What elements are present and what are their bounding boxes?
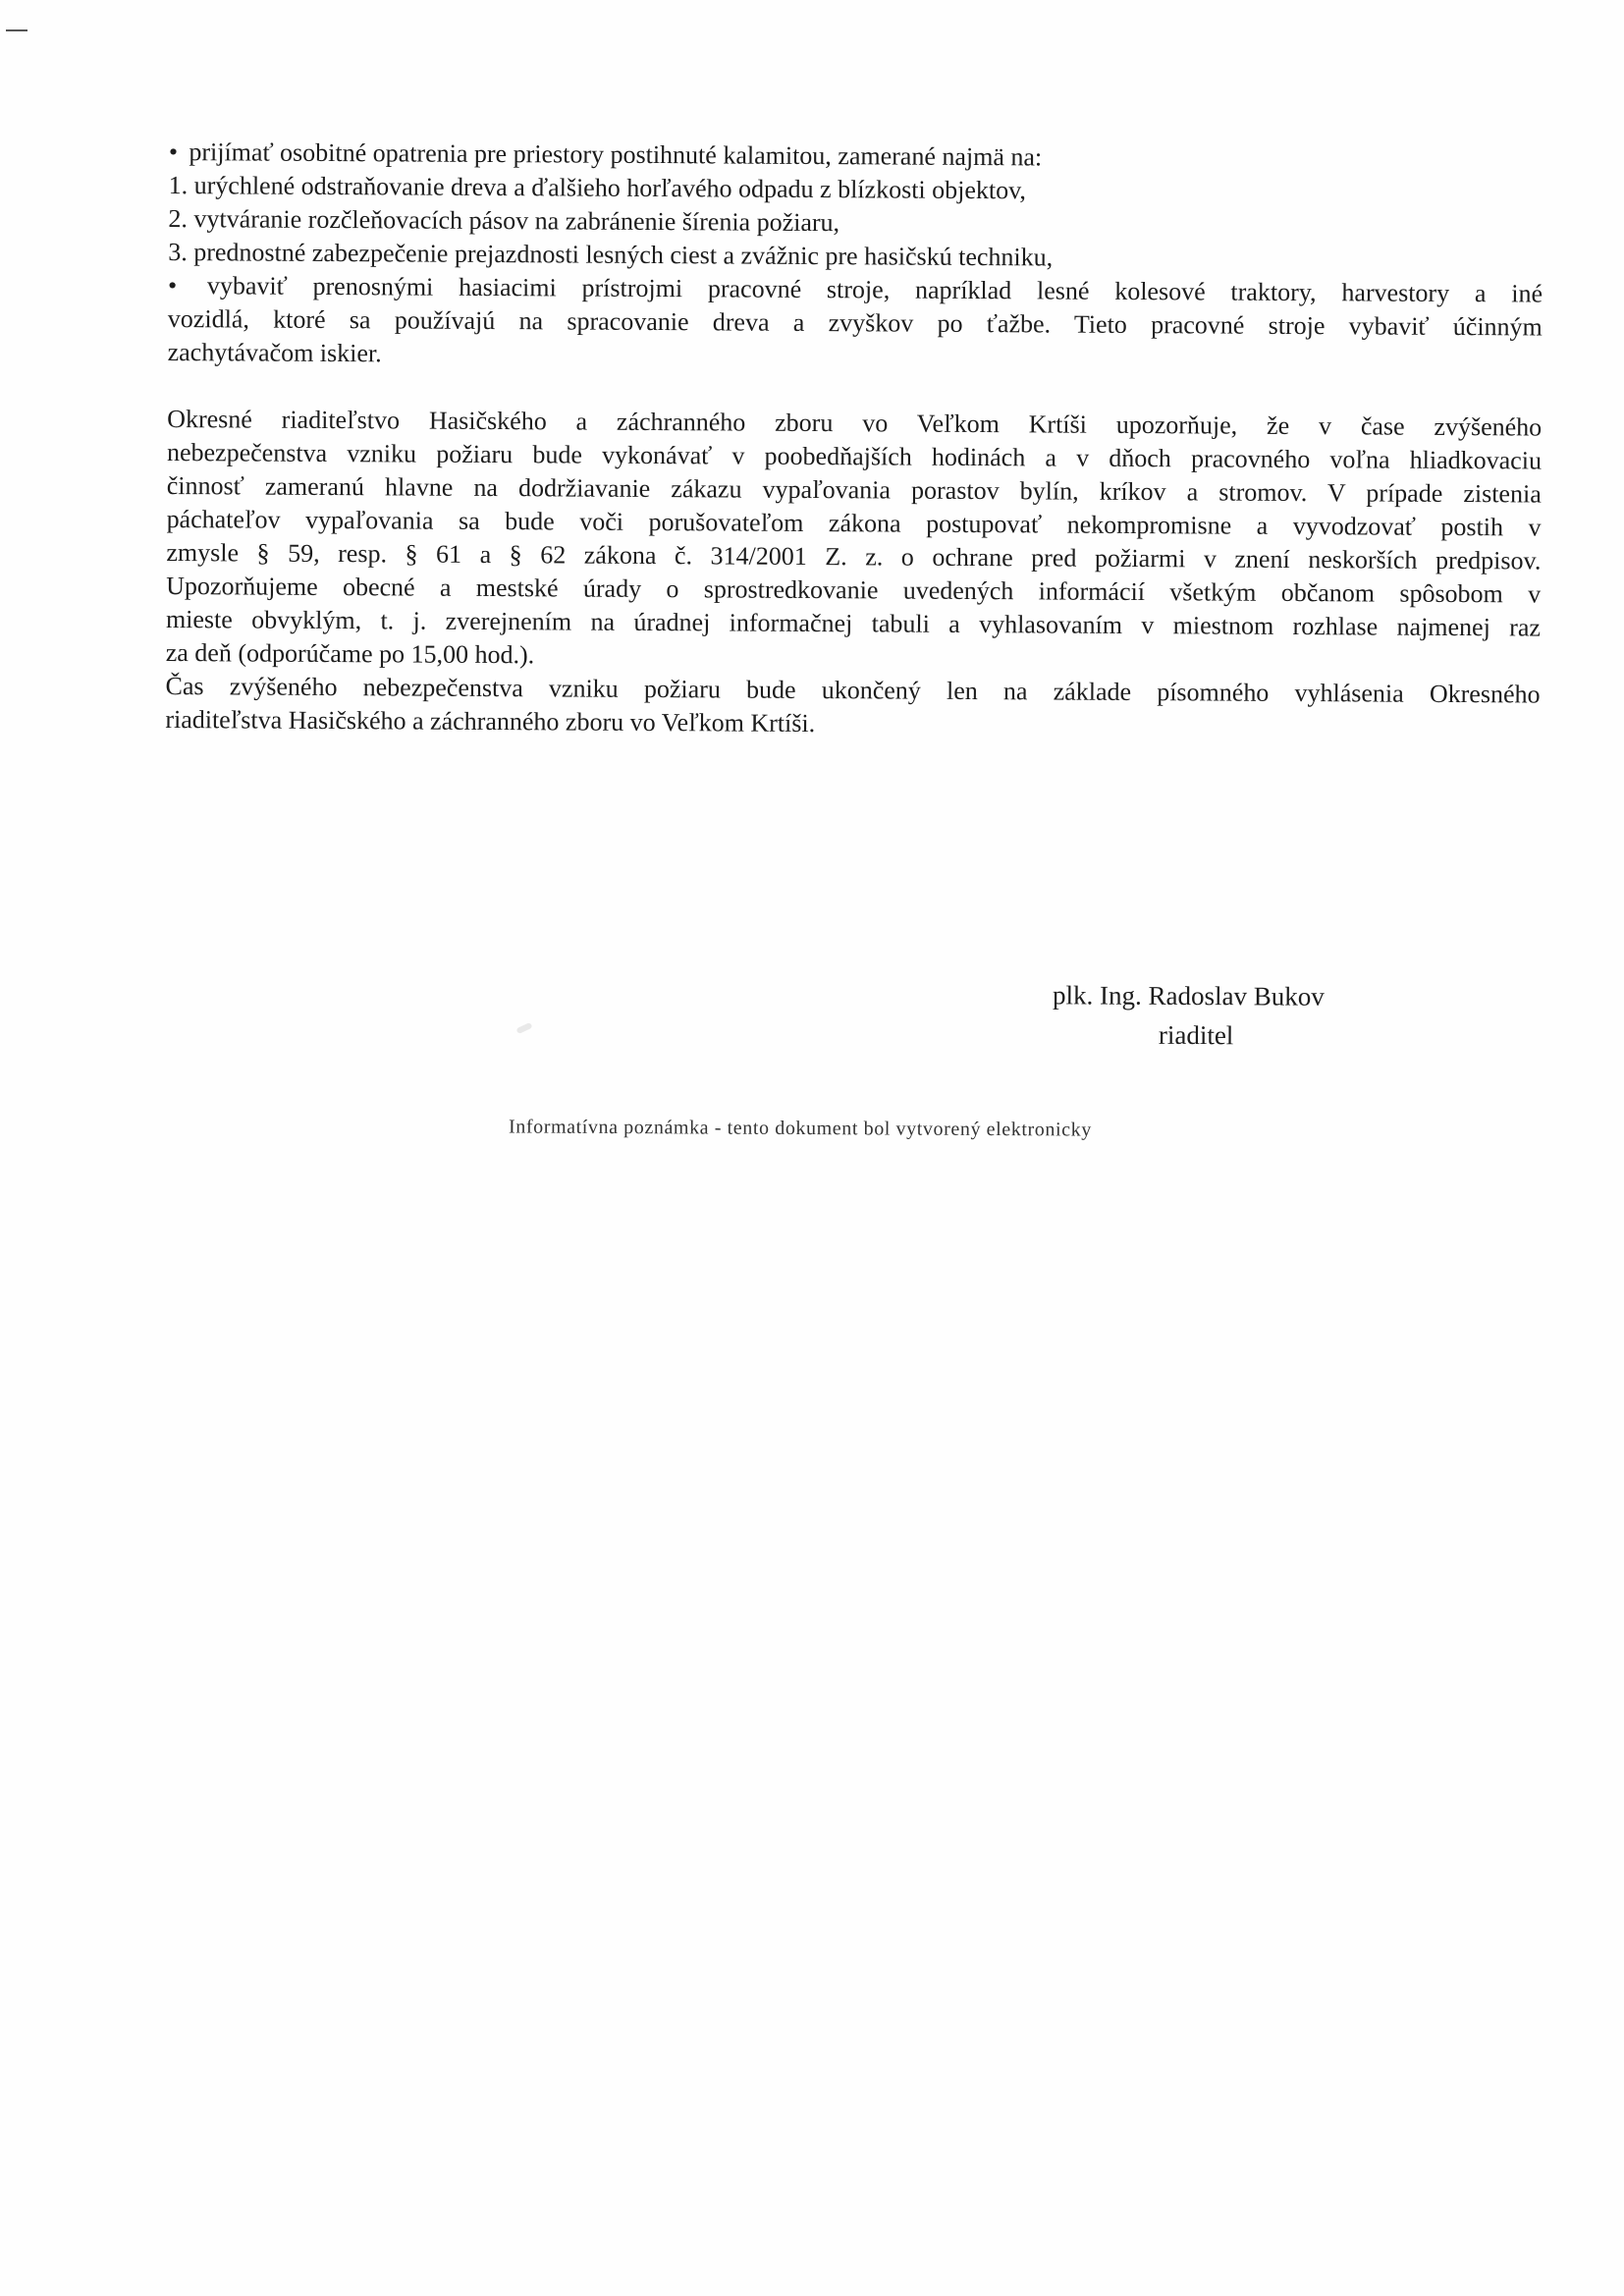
signatory-title: riaditel xyxy=(1158,1019,1234,1051)
text-line: mieste obvyklým, t. j. zverejnením na úradnej informačnej tabuli a vyhlasovaním v miestnom rozhlase najmenej raz xyxy=(165,604,1542,642)
notice-paragraph xyxy=(165,403,1542,745)
bullet-icon: • xyxy=(168,137,179,167)
text-line: zmysle § 59, resp. § 61 a § 62 zákona č. 314/2001 Z. z. o ochrane pred požiarmi v znení neskorších predpisov. xyxy=(166,537,1542,575)
signature-block xyxy=(1053,975,1325,1055)
scan-edge-mark xyxy=(6,29,27,31)
footer-note: Informatívna poznámka - tento dokument bol vytvorený elektronicky xyxy=(508,1116,1092,1141)
list-item: 3. prednostné zabezpečenie prejazdnosti lesných ciest a zvážnic pre hasičskú techniku, xyxy=(168,237,1054,272)
text-line: činnosť zameranú hlavne na dodržiavanie zákazu vypaľovania porastov bylín, kríkov a stromov. V prípade zistenia xyxy=(166,470,1542,509)
text-line: riaditeľstva Hasičského a záchranného zboru vo Veľkom Krtíši. xyxy=(165,704,816,738)
text-line: nebezpečenstva vzniku požiaru bude vykonávať v poobedňajších hodinách a v dňoch pracovného voľna hliadkovaciu xyxy=(166,437,1543,475)
text-line: páchateľov vypaľovania sa bude voči porušovateľom zákona postupovať nekompromisne a vyvodzovať postih v xyxy=(166,504,1542,542)
document-body xyxy=(165,136,1543,745)
scan-smudge xyxy=(515,1022,532,1034)
bullet-icon: • xyxy=(167,270,178,301)
list-item: 2. vytváranie rozčleňovacích pásov na zabránenie šírenia požiaru, xyxy=(168,203,840,238)
bullet-text: prijímať osobitné opatrenia pre priestory postihnuté kalamitou, zamerané najmä na: xyxy=(189,137,1043,172)
bullet-text: vybaviť prenosnými hasiacimi prístrojmi pracovné stroje, napríklad lesné kolesové traktory, harvestory a iné xyxy=(206,271,1543,308)
text-line: zachytávačom iskier. xyxy=(167,337,382,368)
text-line: Okresné riaditeľstvo Hasičského a záchranného zboru vo Veľkom Krtíši upozorňuje, že v čase zvýšeného xyxy=(167,404,1543,442)
text-line: Čas zvýšeného nebezpečenstva vzniku požiaru bude ukončený len na základe písomného vyhlásenia Okresného xyxy=(165,671,1541,709)
text-line: za deň (odporúčame po 15,00 hod.). xyxy=(165,637,535,670)
signatory-name: plk. Ing. Radoslav Bukov xyxy=(1053,980,1325,1011)
text-line: Upozorňujeme obecné a mestské úrady o sprostredkovanie uvedených informácií všetkým občanom spôsobom v xyxy=(166,571,1542,609)
text-line: vozidlá, ktoré sa používajú na spracovanie dreva a zvyškov po ťažbe. Tieto pracovné stroje vybaviť účinným xyxy=(167,303,1543,342)
list-item: 1. urýchlené odstraňovanie dreva a ďalšieho horľavého odpadu z blízkosti objektov, xyxy=(168,170,1027,205)
